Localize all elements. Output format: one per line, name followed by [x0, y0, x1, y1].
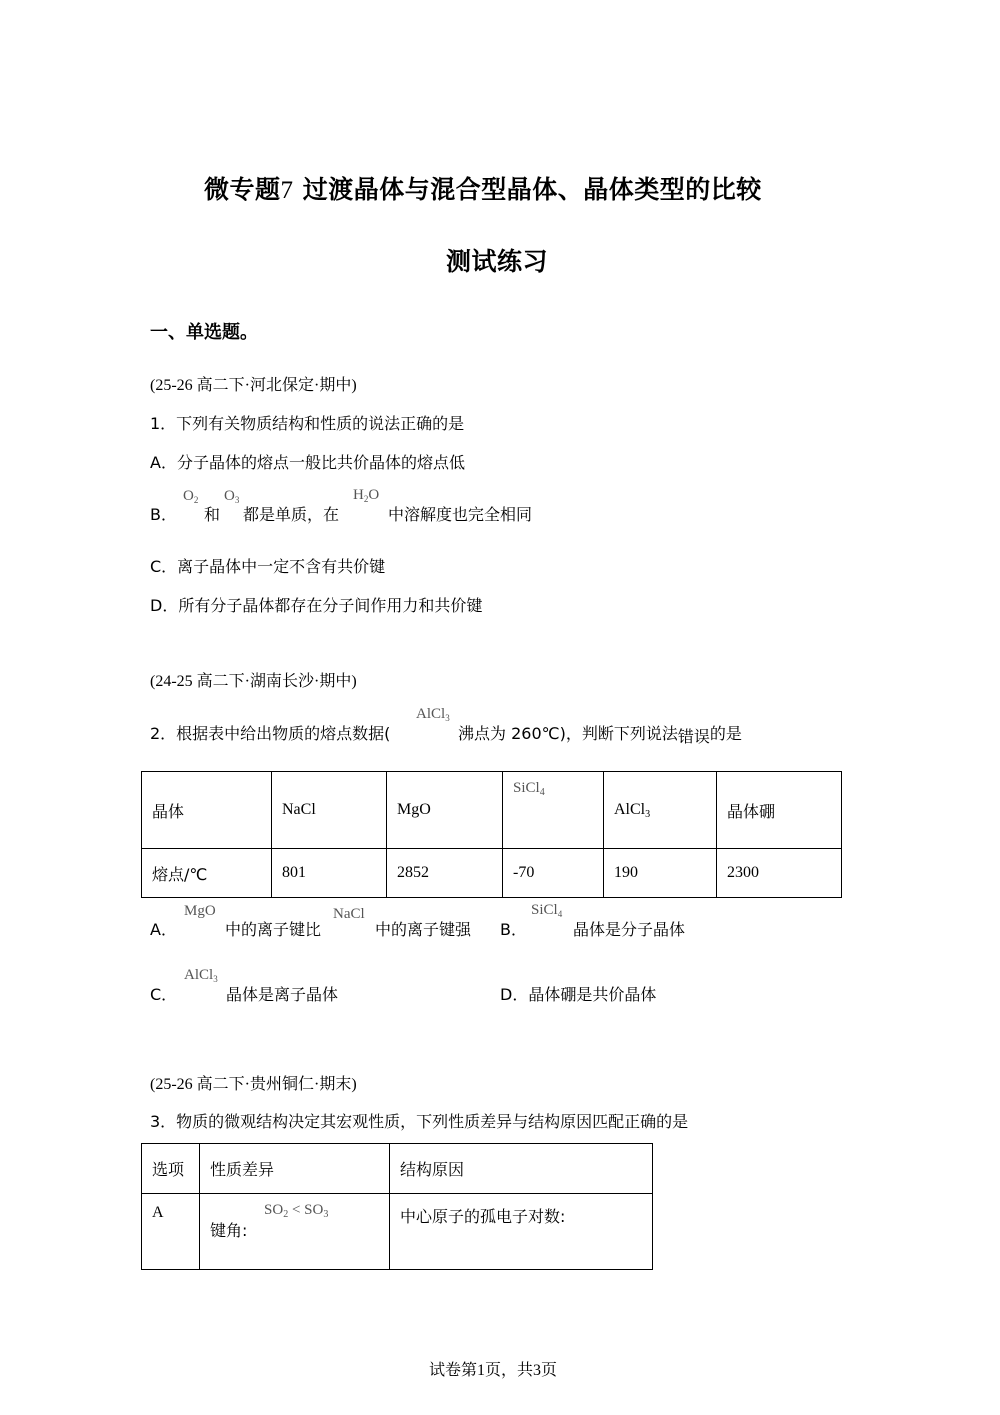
formula-subscript: 4 — [557, 909, 563, 919]
formula-operator: < — [288, 1202, 305, 1218]
cell-text: 性质差异 — [210, 1160, 275, 1179]
cell-text: 2300 — [727, 864, 759, 881]
cell-text: 晶体硼 — [727, 801, 776, 821]
formula-subscript: 3 — [445, 713, 450, 723]
q3-stem: 3．物质的微观结构决定其宏观性质，下列性质差异与结构原因匹配正确的是 — [150, 1112, 689, 1131]
table-cell — [390, 1194, 653, 1270]
q2-option-c-prefix: C． — [150, 985, 178, 1004]
footer-text: 试卷第 — [429, 1360, 478, 1379]
formula-text: SO — [304, 1202, 324, 1218]
table-cell — [717, 849, 842, 898]
table-row — [142, 849, 842, 898]
formula-text: O — [183, 488, 194, 504]
cell-text: 晶体 — [152, 801, 185, 821]
table-cell — [503, 849, 604, 898]
formula-text: AlCl — [184, 967, 214, 983]
table-row — [142, 1144, 653, 1194]
formula-text: O — [224, 488, 235, 504]
q1-option-a[interactable]: A．分子晶体的熔点一般比共价晶体的熔点低 — [150, 453, 465, 472]
formula-text: SiCl — [531, 902, 558, 918]
q3-source: (25-26 高二下·贵州铜仁·期末) — [150, 1076, 357, 1093]
q2-formula-sicl4 — [531, 902, 562, 919]
title-text-a: 微专题 — [204, 175, 281, 204]
q3-formula-so2-so3 — [264, 1202, 328, 1220]
cell-text: A — [152, 1204, 164, 1221]
q2-option-b-end: 晶体是分子晶体 — [573, 920, 686, 939]
q2-melting-point-table — [141, 771, 842, 898]
table-cell — [604, 772, 717, 849]
table-cell — [142, 772, 272, 849]
footer-text: 页 — [541, 1360, 558, 1379]
cell-text: MgO — [397, 801, 431, 818]
q1-option-b-text: 都是单质，在 — [243, 505, 340, 524]
cell-text: 2852 — [397, 864, 429, 881]
q2-option-c[interactable] — [150, 982, 177, 1005]
page-title-line1 — [204, 170, 762, 206]
q2-formula-mgo: MgO — [184, 903, 216, 919]
q2-stem-emphasis: 错误 — [677, 727, 710, 746]
formula-subscript: 3 — [234, 495, 240, 505]
q1-formula-o2 — [183, 488, 198, 505]
table-cell — [387, 772, 503, 849]
formula-text: H — [353, 487, 364, 503]
q2-option-d[interactable]: D．晶体硼是共价晶体 — [500, 985, 657, 1004]
q1-option-d[interactable]: D．所有分子晶体都存在分子间作用力和共价键 — [150, 596, 483, 615]
cell-text: 中心原子的孤电子对数: — [400, 1207, 566, 1226]
q2-option-a-end: 中的离子键强 — [375, 920, 472, 939]
table-cell — [142, 849, 272, 898]
q2-stem — [150, 721, 390, 744]
q2-formula-nacl: NaCl — [333, 906, 365, 922]
q1-option-b-end: 中溶解度也完全相同 — [388, 505, 533, 524]
table-cell — [272, 849, 387, 898]
table-cell — [272, 772, 387, 849]
formula-subscript: 3 — [213, 974, 218, 984]
title-text-b: 过渡晶体与混合型晶体、晶体类型的比较 — [293, 175, 762, 204]
table-cell — [503, 772, 604, 849]
formula-subscript: 2 — [283, 1209, 289, 1220]
table-cell — [200, 1194, 390, 1270]
q3-table — [141, 1143, 653, 1270]
cell-text: 选项 — [152, 1160, 185, 1179]
cell-text: 熔点/℃ — [152, 864, 208, 884]
footer-text: 页，共 — [485, 1360, 534, 1379]
q2-stem-b-text: 沸点为 260℃)，判断下列说法 — [458, 724, 678, 743]
q2-stem-d: 的是 — [709, 724, 742, 743]
cell-text: 结构原因 — [400, 1160, 465, 1179]
formula-subscript: 2 — [193, 495, 199, 505]
formula-subscript: 2 — [363, 494, 369, 504]
q2-option-b-prefix: B． — [500, 920, 527, 939]
q1-formula-h2o — [353, 487, 379, 504]
formula-text: SO — [264, 1202, 284, 1218]
table-cell — [717, 772, 842, 849]
q2-option-a[interactable] — [150, 917, 177, 940]
cell-text: SiCl — [513, 780, 540, 796]
table-cell — [604, 849, 717, 898]
formula-subscript: 3 — [323, 1209, 329, 1220]
title-number: 7 — [280, 177, 294, 204]
q1-option-c[interactable]: C．离子晶体中一定不含有共价键 — [150, 557, 386, 576]
table-row — [142, 1194, 653, 1270]
cell-text: 190 — [614, 864, 638, 881]
footer-page-number: 1 — [477, 1362, 486, 1379]
section-heading: 一、单选题。 — [150, 322, 258, 343]
cell-text: 键角: — [210, 1221, 248, 1240]
q2-formula-alcl3 — [416, 706, 450, 723]
q1-option-b-and: 和 — [204, 505, 221, 524]
q2-option-c-end: 晶体是离子晶体 — [226, 985, 339, 1004]
page-footer — [429, 1357, 557, 1380]
q2-stem-b — [458, 721, 742, 744]
q1-stem: 1．下列有关物质结构和性质的说法正确的是 — [150, 414, 465, 433]
q2-option-a-mid: 中的离子键比 — [225, 920, 322, 939]
table-header-cell — [200, 1144, 390, 1194]
q2-stem-a: 2．根据表中给出物质的熔点数据( — [150, 724, 391, 743]
cell-subscript: 3 — [645, 808, 651, 820]
q1-option-b-prefix: B． — [150, 505, 177, 524]
q1-source: (25-26 高二下·河北保定·期中) — [150, 377, 357, 394]
q1-formula-o3 — [224, 488, 239, 505]
table-cell — [142, 1194, 200, 1270]
cell-text: AlCl — [614, 800, 646, 818]
table-cell — [387, 849, 503, 898]
q1-option-b[interactable] — [150, 502, 177, 525]
q2-option-b[interactable] — [500, 917, 527, 940]
q2-formula-alcl3-c — [184, 967, 218, 984]
q2-source: (24-25 高二下·湖南长沙·期中) — [150, 673, 357, 690]
cell-text: -70 — [513, 864, 535, 881]
table-row — [142, 772, 842, 849]
cell-text: NaCl — [282, 801, 316, 818]
q2-option-a-prefix: A． — [150, 920, 177, 939]
footer-page-total: 3 — [533, 1362, 542, 1379]
cell-subscript: 4 — [539, 787, 545, 798]
table-header-cell — [142, 1144, 200, 1194]
formula-text: O — [368, 487, 380, 503]
table-header-cell — [390, 1144, 653, 1194]
cell-text: 801 — [282, 864, 306, 881]
page-title-line2: 测试练习 — [446, 247, 549, 276]
formula-text: AlCl — [416, 706, 446, 722]
